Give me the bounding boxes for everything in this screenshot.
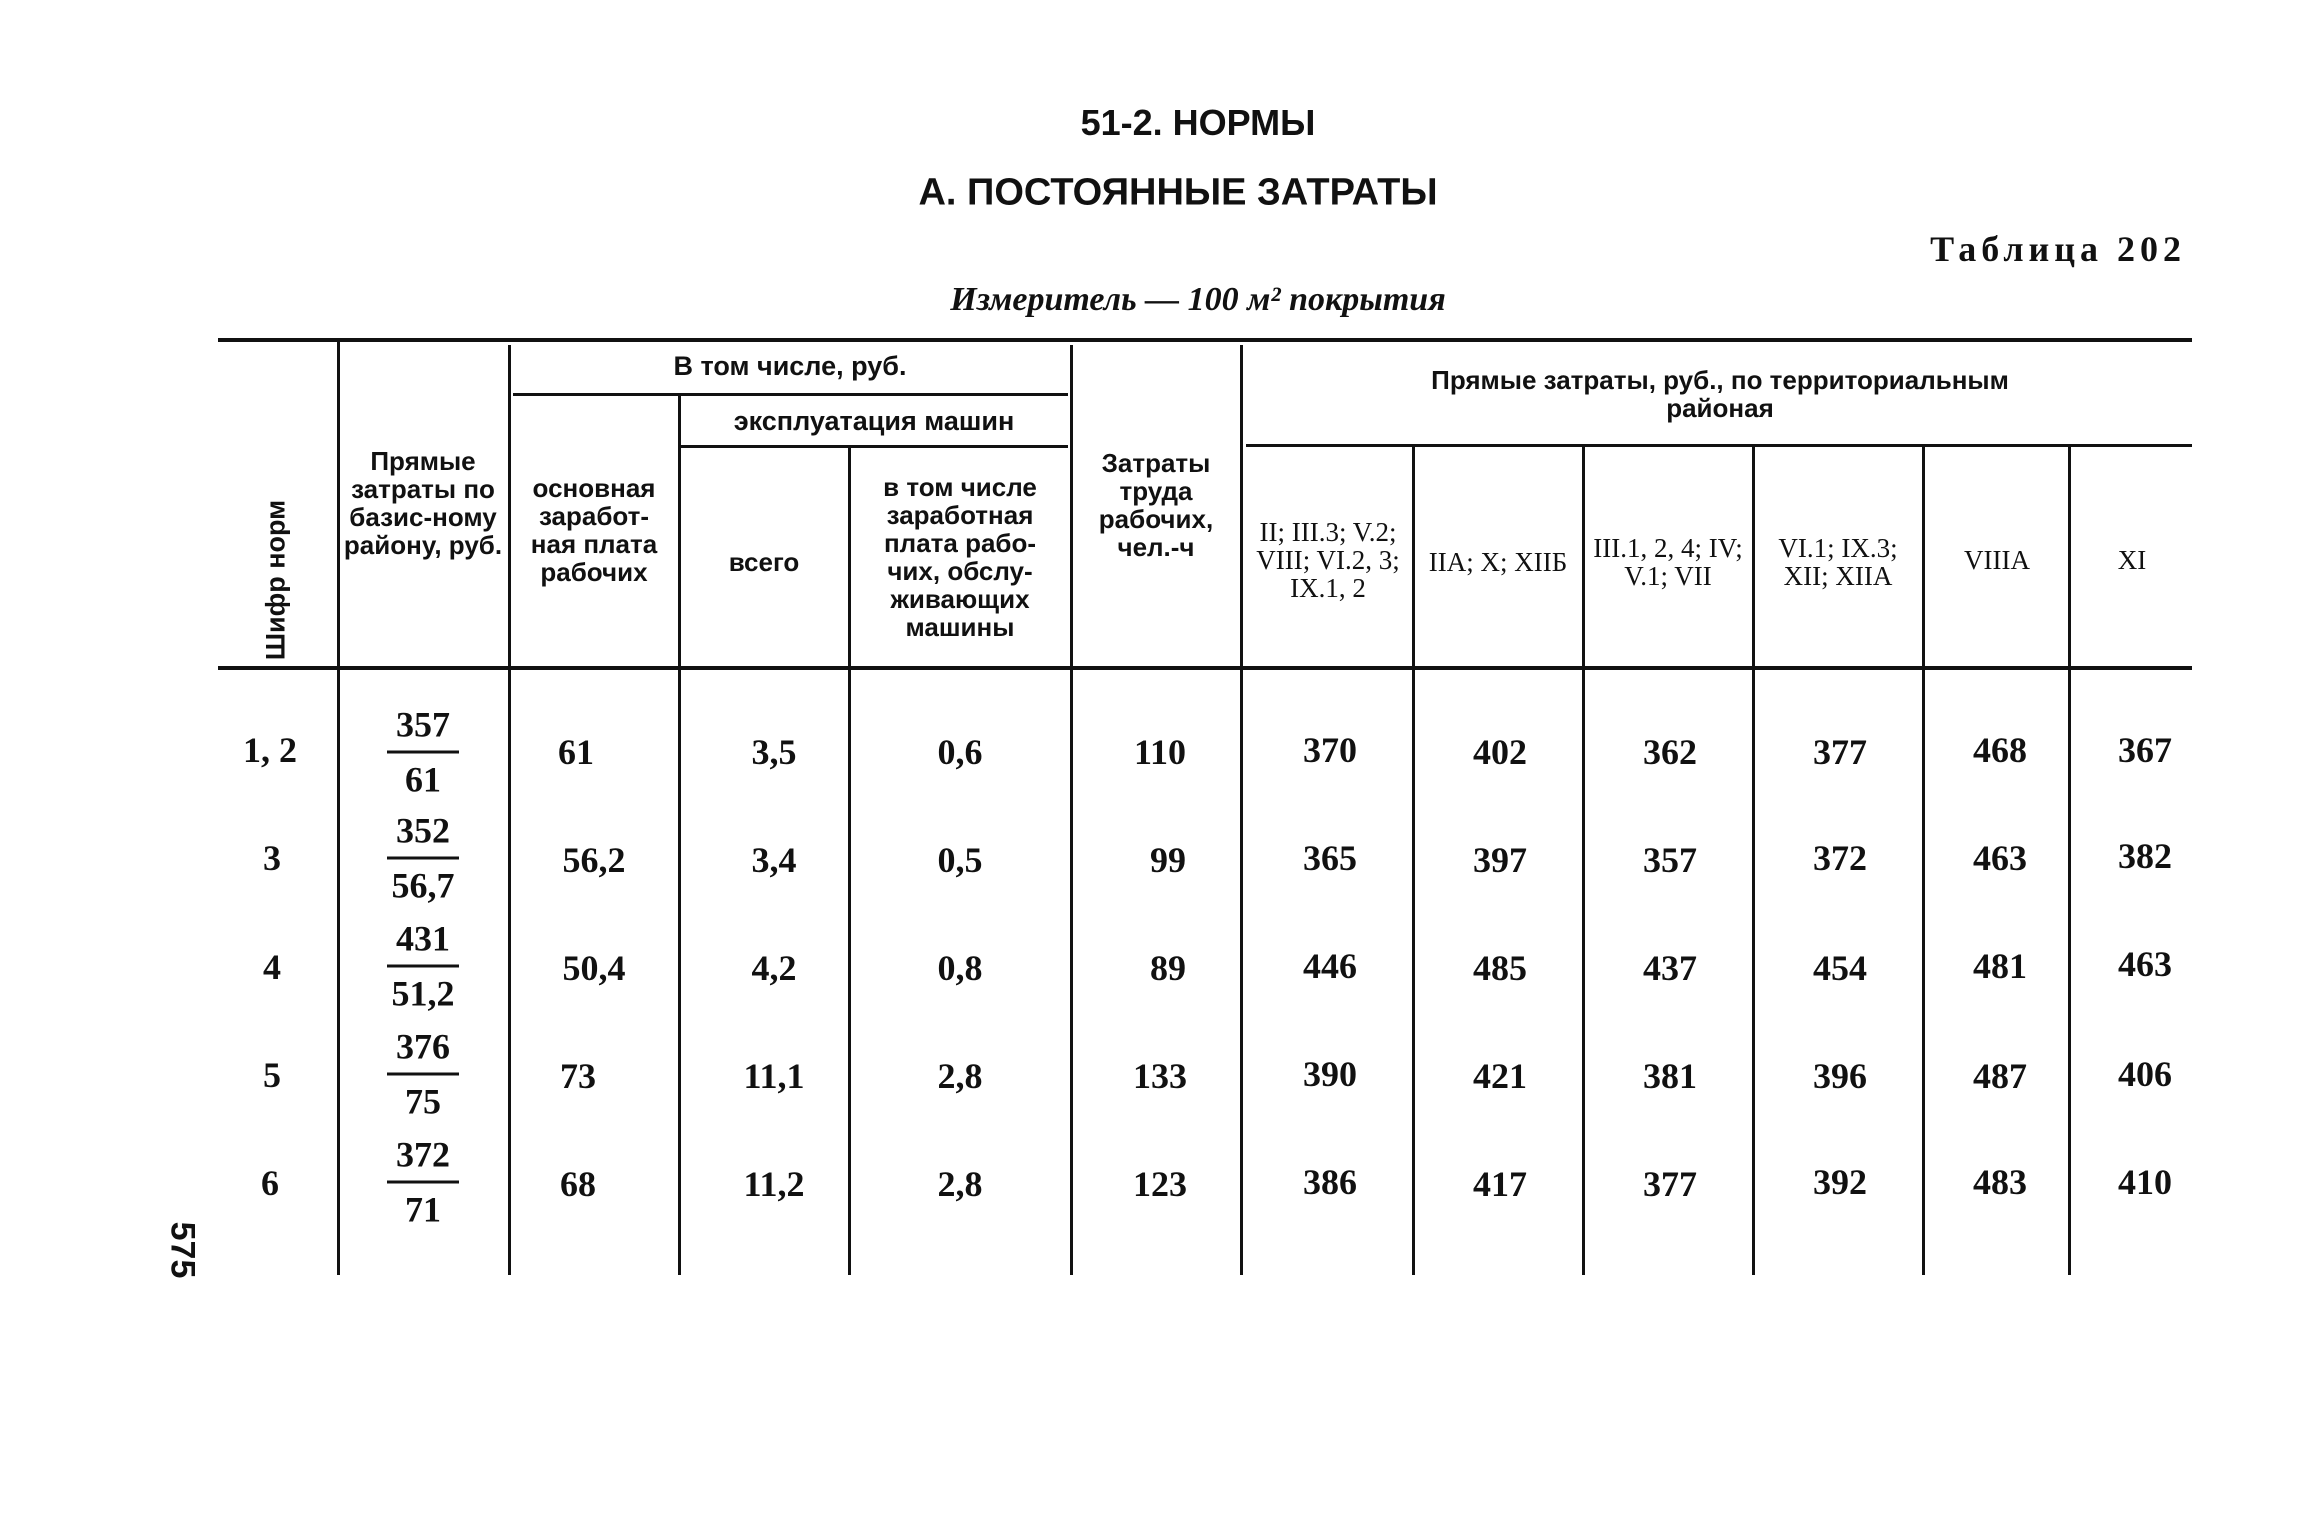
regional-rule xyxy=(1246,444,2192,447)
direct-bottom: 51,2 xyxy=(391,973,455,1014)
cell-r6: 382 xyxy=(2118,836,2172,876)
cell-r4: 377 xyxy=(1813,732,1867,772)
fraction-bar xyxy=(387,751,459,754)
cell-r3: 362 xyxy=(1643,732,1697,772)
col-header-machines: эксплуатация машин xyxy=(733,406,1015,436)
cell-r4: 372 xyxy=(1813,838,1867,878)
cell-r5: 468 xyxy=(1973,730,2027,770)
direct-top: 376 xyxy=(396,1026,450,1067)
direct-top: 431 xyxy=(396,918,450,959)
cell-r5: 463 xyxy=(1973,838,2027,878)
col-divider xyxy=(848,448,851,1275)
cell-incl-wage: 2,8 xyxy=(937,1056,983,1096)
cell-code: 5 xyxy=(263,1055,281,1095)
cell-total: 4,2 xyxy=(751,948,797,988)
direct-top: 372 xyxy=(396,1134,450,1175)
col-divider xyxy=(1922,447,1925,1275)
cell-direct xyxy=(387,1027,459,1122)
cell-r5: 481 xyxy=(1973,946,2027,986)
col-header-r6: XI xyxy=(2117,545,2147,575)
cell-labor: 99 xyxy=(1150,840,1186,880)
cell-incl-wage: 0,6 xyxy=(937,732,983,772)
col-header-r3: III.1, 2, 4; IV; V.1; VII xyxy=(1593,533,1743,591)
cell-total: 11,1 xyxy=(743,1056,805,1096)
col-header-labor: Затраты труда рабочих, чел.-ч xyxy=(1098,448,1214,562)
cell-r6: 406 xyxy=(2118,1054,2172,1094)
col-divider xyxy=(2068,447,2071,1275)
direct-bottom: 61 xyxy=(405,759,441,800)
direct-bottom: 71 xyxy=(405,1189,441,1230)
cell-labor: 123 xyxy=(1133,1164,1187,1204)
direct-top: 357 xyxy=(396,704,450,745)
cell-labor: 110 xyxy=(1133,732,1187,772)
incl-rule xyxy=(513,393,1068,396)
subtitle: А. ПОСТОЯННЫЕ ЗАТРАТЫ xyxy=(918,171,1438,214)
cell-incl-wage: 2,8 xyxy=(937,1164,983,1204)
cell-r2: 417 xyxy=(1473,1164,1527,1204)
cell-code: 6 xyxy=(261,1163,279,1203)
cell-r4: 396 xyxy=(1813,1056,1867,1096)
cell-code: 3 xyxy=(263,838,281,878)
col-divider xyxy=(1582,447,1585,1275)
col-header-wage: основная заработ-ная плата рабочих xyxy=(530,473,658,587)
col-divider xyxy=(678,395,681,1275)
cell-wage: 73 xyxy=(560,1056,596,1096)
cell-wage: 56,2 xyxy=(562,840,626,880)
fraction-bar xyxy=(387,965,459,968)
cell-direct xyxy=(387,919,459,1014)
cell-r1: 370 xyxy=(1303,730,1357,770)
col-header-r4: VI.1; IX.3; XII; XIIА xyxy=(1778,533,1898,591)
cell-labor: 89 xyxy=(1150,948,1186,988)
cell-r3: 377 xyxy=(1643,1164,1697,1204)
col-header-direct: Прямые затраты по базис-ному району, руб. xyxy=(343,446,503,560)
cell-incl-wage: 0,8 xyxy=(937,948,983,988)
col-divider xyxy=(508,345,511,1275)
cell-r6: 463 xyxy=(2118,944,2172,984)
direct-bottom: 75 xyxy=(405,1081,441,1122)
cell-r2: 485 xyxy=(1473,948,1527,988)
table-top-rule xyxy=(218,338,2192,342)
cell-r3: 381 xyxy=(1643,1056,1697,1096)
fraction-bar xyxy=(387,1073,459,1076)
cell-r2: 397 xyxy=(1473,840,1527,880)
cell-labor: 133 xyxy=(1133,1056,1187,1096)
measure-unit: Измеритель — 100 м² покрытия xyxy=(950,281,1446,318)
col-divider xyxy=(1070,345,1073,1275)
cell-r1: 365 xyxy=(1303,838,1357,878)
cell-total: 3,5 xyxy=(751,732,797,772)
col-header-incl-wage: в том числе заработная плата рабо-чих, обслу-живающих машины xyxy=(883,472,1037,642)
col-header-incl: В том числе, руб. xyxy=(673,351,907,381)
cell-direct xyxy=(387,1135,459,1230)
section-title: 51-2. НОРМЫ xyxy=(1080,102,1316,143)
cell-direct xyxy=(387,811,459,906)
page-number: 575 xyxy=(163,1221,202,1279)
machines-rule xyxy=(681,445,1068,448)
direct-top: 352 xyxy=(396,810,450,851)
direct-bottom: 56,7 xyxy=(391,865,455,906)
cell-direct xyxy=(387,705,459,800)
col-divider xyxy=(337,340,340,1275)
cell-r5: 487 xyxy=(1973,1056,2027,1096)
cell-incl-wage: 0,5 xyxy=(937,840,983,880)
col-header-total: всего xyxy=(728,547,800,577)
cell-r5: 483 xyxy=(1973,1162,2027,1202)
fraction-bar xyxy=(387,1181,459,1184)
col-header-r2: IIА; X; XIIБ xyxy=(1428,547,1568,577)
cell-r4: 454 xyxy=(1813,948,1867,988)
cell-total: 3,4 xyxy=(751,840,797,880)
cell-wage: 61 xyxy=(558,732,594,772)
col-divider xyxy=(1240,345,1243,1275)
cell-wage: 50,4 xyxy=(562,948,626,988)
cell-r6: 410 xyxy=(2118,1162,2172,1202)
cell-r3: 357 xyxy=(1643,840,1697,880)
col-divider xyxy=(1412,447,1415,1275)
cell-r1: 390 xyxy=(1303,1054,1357,1094)
cell-r6: 367 xyxy=(2118,730,2172,770)
col-header-r5: VIIIА xyxy=(1964,545,2030,575)
col-header-code: Шифр норм xyxy=(260,499,291,661)
cell-r2: 421 xyxy=(1473,1056,1527,1096)
fraction-bar xyxy=(387,857,459,860)
cell-code: 1, 2 xyxy=(243,730,297,770)
cell-code: 4 xyxy=(263,947,281,987)
col-header-regional: Прямые затраты, руб., по территориальным районая xyxy=(1431,365,2009,423)
col-header-r1: II; III.3; V.2; VIII; VI.2, 3; IX.1, 2 xyxy=(1256,517,1400,603)
cell-r1: 386 xyxy=(1303,1162,1357,1202)
cell-r4: 392 xyxy=(1813,1162,1867,1202)
cell-total: 11,2 xyxy=(743,1164,805,1204)
cell-r1: 446 xyxy=(1303,946,1357,986)
cell-r2: 402 xyxy=(1473,732,1527,772)
header-bottom-rule xyxy=(218,666,2192,670)
table-label: Таблица 202 xyxy=(1930,229,2186,269)
cell-r3: 437 xyxy=(1643,948,1697,988)
col-divider xyxy=(1752,447,1755,1275)
cell-wage: 68 xyxy=(560,1164,596,1204)
